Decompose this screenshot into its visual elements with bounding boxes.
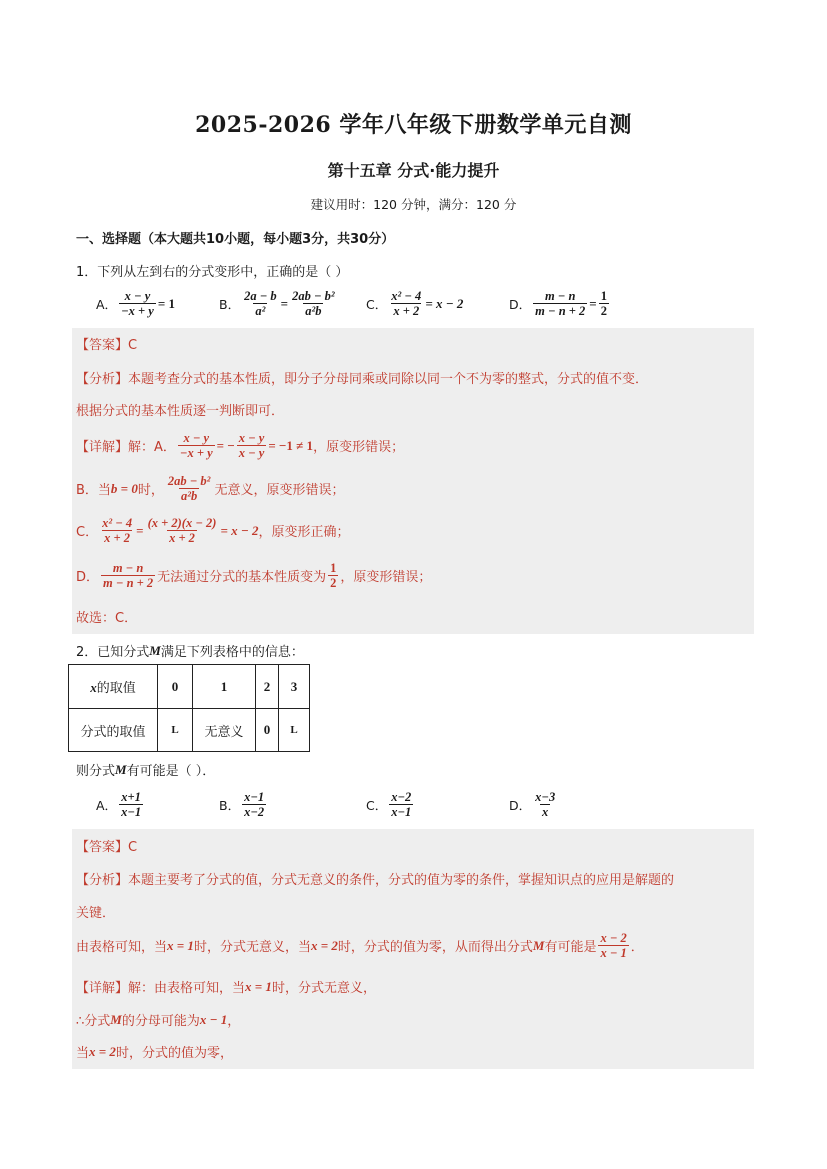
q1-detail-a: 【详解】解：A． $\frac{x - y}{-x + y}$ = − $\frac{x - y}{x - y}$ = −1 ≠ 1 ，原变形错误；: [76, 431, 405, 460]
fraction: $\frac{m - n}{m - n + 2}$: [103, 561, 154, 590]
q2-option-d[interactable]: [509, 790, 559, 819]
fraction: $\frac{x - y}{-x + y}$: [179, 431, 213, 460]
table-row: [69, 665, 310, 709]
q1-detail-b: B．当 b = 0 时， $\frac{\text{2ab − b²}}{\text{a²b}}$ 无意义，原变形错误；: [76, 474, 345, 503]
q2-option-b[interactable]: [219, 790, 268, 819]
table-cell: L: [158, 709, 193, 752]
fraction: $\frac{1}{2}$: [330, 561, 337, 590]
q1-option-d[interactable]: D． $\frac{m - n}{m - n + 2}$ = $\frac{1}{2}$: [509, 289, 607, 318]
chapter-subtitle: 第十五章 分式·能力提升: [327, 161, 500, 180]
q1-detail-d: D． $\frac{m - n}{m - n + 2}$ 无法通过分式的基本性质变为 $\frac{1}{2}$ ，原变形错误；: [76, 561, 432, 590]
q1-answer: 【答案】C: [76, 338, 138, 353]
fraction: $\frac{\text{2ab − b²}}{\text{a²b}}$: [167, 474, 211, 503]
q2-analysis: 【分析】本题主要考了分式的值，分式无意义的条件，分式的值为零的条件，掌握知识点的应用是解题的: [76, 873, 675, 888]
table-row: [69, 709, 310, 752]
option-label: D．: [509, 797, 532, 813]
time-info: 建议用时：120 分钟，满分：120 分: [310, 197, 517, 212]
section-heading: 一、选择题（本大题共10小题，每小题3分，共30分）: [76, 232, 395, 247]
fraction: $\frac{\text{x² − 4}}{x + 2}$: [391, 289, 422, 318]
fraction: $\frac{(x + 2)(x - 2)}{x + 2}$: [147, 516, 217, 545]
fraction: $\frac{m - n}{m - n + 2}$: [535, 289, 586, 318]
q1-analysis-cont: 根据分式的基本性质逐一判断即可．: [76, 404, 285, 419]
q1-detail-c: C． $\frac{\text{x² − 4}}{x + 2}$ = $\frac{(x + 2)(x - 2)}{x + 2}$ = x − 2 ，原变形正确；: [76, 516, 350, 545]
fraction: $\frac{\text{2ab − b²}}{\text{a²b}}$: [292, 289, 335, 318]
table-head-cell: x的取值: [69, 665, 158, 709]
fraction: $\frac{x - y}{-x + y}$: [121, 289, 154, 318]
fraction: $\frac{x+1}{x-1}$: [121, 790, 142, 819]
q2-detail-1: 【详解】解：由表格可知，当 x = 1 时，分式无意义，: [76, 978, 376, 996]
q1-option-a[interactable]: A． $\frac{x - y}{-x + y}$ = 1: [96, 289, 175, 318]
q2-detail-3: 当 x = 2 时，分式的值为零，: [76, 1043, 233, 1061]
table-cell: 无意义: [193, 709, 256, 752]
table-cell: 3: [279, 665, 310, 709]
q2-option-a[interactable]: [96, 790, 145, 819]
fraction: $\frac{\text{x² − 4}}{x + 2}$: [102, 516, 133, 545]
fraction: $\frac{x-3}{x}$: [535, 790, 556, 819]
q2-stem: 2．已知分式 M 满足下列表格中的信息：: [76, 642, 304, 660]
q1-conclusion: 故选：C．: [76, 611, 138, 626]
q1-option-b[interactable]: B． $\frac{2a - b}{\text{a²}}$ = $\frac{\text{2ab − b²}}{\text{a²b}}$: [219, 289, 335, 318]
option-label: A．: [96, 296, 118, 312]
q2-detail-2: ∴分式 M 的分母可能为 x − 1 ，: [76, 1011, 241, 1029]
table-cell: 0: [256, 709, 279, 752]
q2-answer: 【答案】C: [76, 840, 138, 855]
fraction: $\frac{1}{2}$: [600, 289, 607, 318]
option-label: C．: [366, 797, 388, 813]
option-label: B．: [219, 296, 241, 312]
table-cell: 1: [193, 665, 256, 709]
fraction: $\frac{x - 2}{x - 1}$: [600, 931, 627, 960]
q2-analysis-cont: 关键．: [76, 906, 116, 921]
q2-option-c[interactable]: [366, 790, 415, 819]
q2-prompt: 则分式 M 有可能是（ ）．: [76, 761, 216, 779]
q1-stem: 1．下列从左到右的分式变形中，正确的是（ ）: [76, 265, 349, 280]
option-label: D．: [509, 296, 532, 312]
fraction: $\frac{2a - b}{\text{a²}}$: [244, 289, 277, 318]
table-cell: 2: [256, 665, 279, 709]
q1-analysis: 【分析】本题考查分式的基本性质，即分子分母同乘或同除以同一个不为零的整式，分式的值不变．: [76, 372, 649, 387]
q2-info-table: [68, 664, 310, 752]
option-label: C．: [366, 296, 388, 312]
fraction: $\frac{x - y}{x - y}$: [238, 431, 265, 460]
q2-analysis-detail: 由表格可知，当 x = 1 时，分式无意义，当 x = 2 时，分式的值为零，从而得出分式 M 有可能是 $\frac{x - 2}{x - 1}$ ．: [76, 931, 644, 960]
table-head-cell: 分式的取值: [69, 709, 158, 752]
option-label: B．: [219, 797, 241, 813]
q1-option-c[interactable]: C． $\frac{\text{x² − 4}}{x + 2}$ = x − 2: [366, 289, 464, 318]
fraction: $\frac{x-2}{x-1}$: [391, 790, 412, 819]
table-cell: L: [279, 709, 310, 752]
exam-title: 2025-2026 学年八年级下册数学单元自测: [195, 112, 632, 138]
option-label: A．: [96, 797, 118, 813]
table-cell: 0: [158, 665, 193, 709]
fraction: $\frac{x-1}{x-2}$: [244, 790, 265, 819]
